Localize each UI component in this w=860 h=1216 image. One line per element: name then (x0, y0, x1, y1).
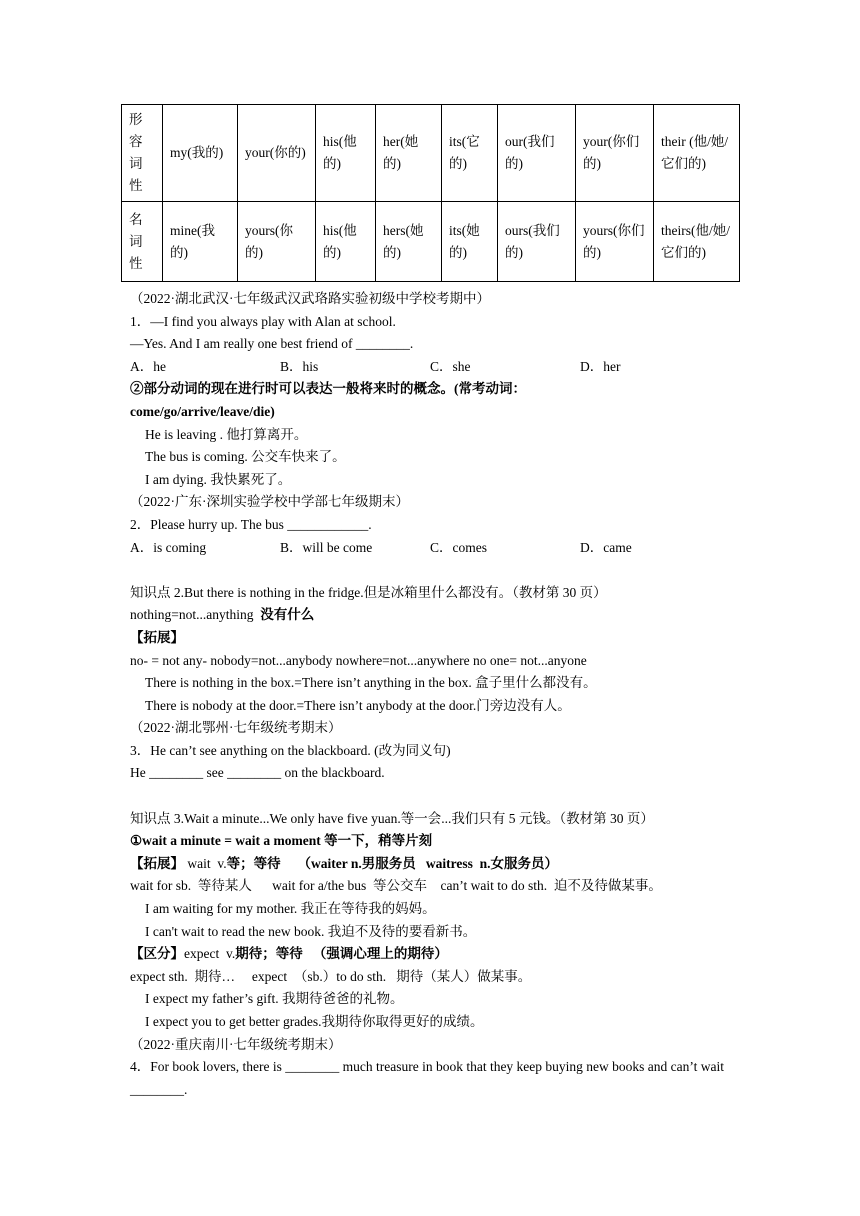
table-cell: your(你们的) (576, 105, 654, 202)
option-b: B．will be come (280, 539, 373, 555)
example-sentence: I expect my father’s gift. 我期待爸爸的礼物。 (145, 991, 404, 1007)
table-cell: her(她的) (376, 105, 442, 202)
definition (130, 604, 740, 627)
table-cell: my(我的) (163, 105, 238, 202)
table-row (122, 202, 740, 282)
table-row (122, 105, 740, 202)
document-body (130, 288, 740, 1101)
question-source: （2022·广东·深圳实验学校中学部七年级期末） (130, 494, 409, 510)
pronoun-table (121, 104, 740, 282)
question-2: 2．Please hurry up. The bus ____________. (130, 516, 372, 532)
example-sentence: There is nobody at the door.=There isn’t anybody at the door.门旁边没有人。 (145, 697, 571, 713)
option-a: A．he (130, 358, 166, 374)
usage-line: expect sth. 期待… expect （sb.）to do sth. 期待（某人）做某事。 (130, 968, 532, 984)
grammar-rule-verbs: come/go/arrive/leave/die) (130, 403, 275, 419)
table-cell: your(你的) (238, 105, 316, 202)
option-d: D．came (580, 539, 632, 555)
option-c: C．she (430, 358, 471, 374)
table-cell: mine(我的) (163, 202, 238, 282)
option-b: B．his (280, 358, 319, 374)
expand-line (130, 853, 740, 876)
question-source: （2022·重庆南川·七年级统考期末） (130, 1036, 342, 1052)
row-header: 名词性 (122, 202, 163, 282)
question-1-line-2: —Yes. And I am really one best friend of ________. (130, 336, 414, 352)
example-sentence: There is nothing in the box.=There isn’t anything in the box. 盒子里什么都没有。 (145, 675, 597, 691)
distinguish-meaning: 期待；等待 （强调心理上的期待） (235, 946, 448, 962)
question-4: 4．For book lovers, there is ________ much treasure in book that they keep buying new books and can’t wait ________. (130, 1059, 725, 1097)
definition-meaning: 没有什么 (260, 607, 315, 623)
question-3: 3．He can’t see anything on the blackboard. (改为同义句) (130, 742, 451, 758)
table-cell: their (他/她/它们的) (654, 105, 740, 202)
expand-meaning: 等；等待 (226, 855, 281, 871)
table-cell: our(我们的) (498, 105, 576, 202)
row-header: 形容词性 (122, 105, 163, 202)
expand-line: no- = not any- nobody=not...anybody nowhere=not...anywhere no one= not...anyone (130, 652, 587, 668)
table-cell: hers(她的) (376, 202, 442, 282)
definition: ①wait a minute = wait a moment 等一下，稍等片刻 (130, 833, 433, 849)
table-cell: his(他的) (316, 202, 376, 282)
table-cell: ours(我们的) (498, 202, 576, 282)
expand-word: wait v. (184, 855, 227, 871)
table-cell: its(她的) (442, 202, 498, 282)
example-sentence: I expect you to get better grades.我期待你取得更好的成绩。 (145, 1014, 484, 1029)
question-source: （2022·湖北武汉·七年级武汉武珞路实验初级中学校考期中） (130, 291, 490, 306)
grammar-rule: ②部分动词的现在进行时可以表达一般将来时的概念。(常考动词： (130, 381, 526, 397)
question-1: 1．—I find you always play with Alan at school. (130, 313, 396, 329)
distinguish-word: expect v. (184, 946, 236, 962)
example-sentence: He is leaving . 他打算离开。 (145, 426, 308, 442)
question-2-options (130, 537, 740, 560)
table-cell: theirs(他/她/它们的) (654, 202, 740, 282)
expand-heading: 【拓展】 (130, 629, 184, 645)
example-sentence: I can't wait to read the new book. 我迫不及待的要看新书。 (145, 923, 477, 939)
option-d: D．her (580, 358, 621, 374)
distinguish-line (130, 943, 740, 966)
table-cell: yours(你的) (238, 202, 316, 282)
knowledge-point-2: 知识点 2.But there is nothing in the fridge.但是冰箱里什么都没有。（教材第 30 页） (130, 584, 607, 600)
option-c: C．comes (430, 539, 487, 555)
table-cell: yours(你们的) (576, 202, 654, 282)
definition-term: nothing=not...anything (130, 607, 254, 623)
expand-note: （waiter n.男服务员 waitress n.女服务员） (280, 855, 558, 871)
table-cell: its(它的) (442, 105, 498, 202)
question-source: （2022·湖北鄂州·七年级统考期末） (130, 720, 342, 736)
example-sentence: I am waiting for my mother. 我正在等待我的妈妈。 (145, 901, 436, 917)
expand-heading: 【拓展】 (130, 855, 184, 871)
knowledge-point-3: 知识点 3.Wait a minute...We only have five yuan.等一会...我们只有 5 元钱。（教材第 30 页） (130, 810, 654, 826)
question-1-options (130, 356, 740, 379)
distinguish-heading: 【区分】 (130, 946, 184, 962)
usage-line: wait for sb. 等待某人 wait for a/the bus 等公交车 can’t wait to do sth. 迫不及待做某事。 (130, 878, 662, 894)
option-a: A．is coming (130, 539, 207, 555)
table-cell: his(他的) (316, 105, 376, 202)
question-3-answer-line: He ________ see ________ on the blackboard. (130, 765, 385, 781)
example-sentence: I am dying. 我快累死了。 (145, 471, 292, 487)
example-sentence: The bus is coming. 公交车快来了。 (145, 449, 346, 465)
